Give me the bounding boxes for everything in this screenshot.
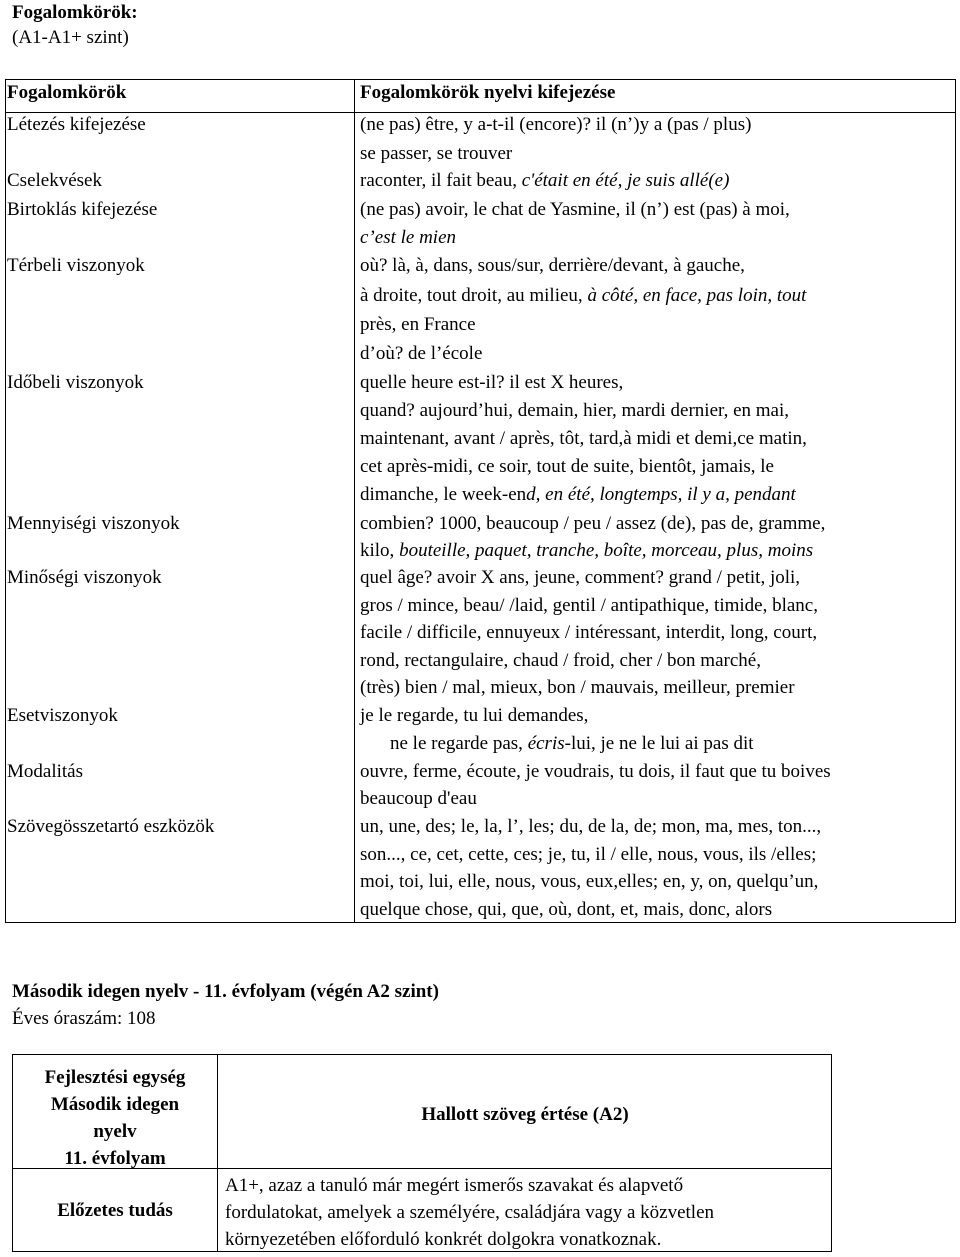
header-concepts: Fogalomkörök [7, 82, 127, 103]
row-text: dimanche, le week-end, en été, longtemps, il y a, pendant [360, 484, 796, 505]
row-text: se passer, se trouver [360, 143, 513, 164]
row-text: je le regarde, tu lui demandes, [360, 705, 589, 726]
row-label: Birtoklás kifejezése [7, 199, 158, 220]
row-text: gros / mince, beau/ /laid, gentil / antipathique, timide, blanc, [360, 595, 818, 616]
row-label: Esetviszonyok [7, 705, 118, 726]
prior-knowledge-text [225, 1172, 714, 1253]
row-label: Cselekvések [7, 170, 102, 191]
page-title: Fogalomkörök: [12, 2, 138, 23]
header-expressions: Fogalomkörök nyelvi kifejezése [360, 82, 616, 103]
level-subtitle: (A1-A1+ szint) [12, 27, 129, 48]
row-text: quelque chose, qui, que, où, dont, et, mais, donc, alors [360, 899, 773, 920]
row-text: rond, rectangulaire, chaud / froid, cher / bon marché, [360, 650, 761, 671]
row-text: où? là, à, dans, sous/sur, derrière/devant, à gauche, [360, 255, 745, 276]
section-title: Második idegen nyelv - 11. évfolyam (végén A2 szint) [12, 981, 439, 1002]
unit-label-line: Második idegen [50, 1094, 180, 1115]
row-text: combien? 1000, beaucoup / peu / assez (de), pas de, gramme, [360, 513, 826, 534]
unit-label-line: 11. évfolyam [64, 1148, 166, 1169]
prior-line: A1+, azaz a tanuló már megért ismerős szavakat és alapvető [225, 1175, 684, 1196]
row-text: quel âge? avoir X ans, jeune, comment? grand / petit, joli, [360, 567, 801, 588]
row-label: Térbeli viszonyok [7, 255, 145, 276]
row-text: ouvre, ferme, écoute, je voudrais, tu dois, il faut que tu boives [360, 761, 831, 782]
row-text: maintenant, avant / après, tôt, tard,à midi et demi,ce matin, [360, 428, 807, 449]
prior-line: fordulatokat, amelyek a személyére, családjára vagy a közvetlen [225, 1202, 715, 1223]
row-text: beaucoup d'eau [360, 788, 477, 809]
prior-knowledge-label: Előzetes tudás [57, 1200, 173, 1221]
row-text: moi, toi, lui, elle, nous, vous, eux,elles; en, y, on, quelqu’un, [360, 871, 819, 892]
row-text: c’est le mien [360, 227, 457, 248]
row-text: à droite, tout droit, au milieu, à côté, en face, pas loin, tout [360, 285, 807, 306]
row-label: Létezés kifejezése [7, 114, 146, 135]
row-text: un, une, des; le, la, l’, les; du, de la, de; mon, ma, mes, ton..., [360, 816, 822, 837]
row-text: kilo, bouteille, paquet, tranche, boîte, morceau, plus, moins [360, 540, 814, 561]
unit-label-line: Fejlesztési egység [44, 1067, 186, 1088]
row-text: quand? aujourd’hui, demain, hier, mardi dernier, en mai, [360, 400, 789, 421]
unit-label-line: nyelv [93, 1121, 137, 1142]
row-label: Időbeli viszonyok [7, 372, 144, 393]
row-text: facile / difficile, ennuyeux / intéressant, interdit, long, court, [360, 622, 818, 643]
row-label: Modalitás [7, 761, 83, 782]
row-text: d’où? de l’école [360, 343, 483, 364]
row-text: ne le regarde pas, écris-lui, je ne le lui ai pas dit [390, 733, 754, 754]
row-text: près, en France [360, 314, 476, 335]
row-text: raconter, il fait beau, c'était en été, je suis allé(e) [360, 170, 730, 191]
annual-hours: Éves óraszám: 108 [12, 1008, 156, 1029]
unit-label [13, 1064, 217, 1172]
row-text: cet après-midi, ce soir, tout de suite, bientôt, jamais, le [360, 456, 774, 477]
unit-title: Hallott szöveg értése (A2) [421, 1104, 629, 1125]
row-label: Mennyiségi viszonyok [7, 513, 180, 534]
prior-line: környezetében előforduló konkrét dolgokra vonatkoznak. [225, 1229, 662, 1250]
row-text: son..., ce, cet, cette, ces; je, tu, il / elle, nous, vous, ils /elles; [360, 844, 817, 865]
row-label: Szövegösszetartó eszközök [7, 816, 215, 837]
row-text: (très) bien / mal, mieux, bon / mauvais, meilleur, premier [360, 677, 795, 698]
row-label: Minőségi viszonyok [7, 567, 162, 588]
row-text: (ne pas) être, y a-t-il (encore)? il (n’)y a (pas / plus) [360, 114, 752, 135]
row-text: quelle heure est-il? il est X heures, [360, 372, 624, 393]
row-text: (ne pas) avoir, le chat de Yasmine, il (n’) est (pas) à moi, [360, 199, 790, 220]
